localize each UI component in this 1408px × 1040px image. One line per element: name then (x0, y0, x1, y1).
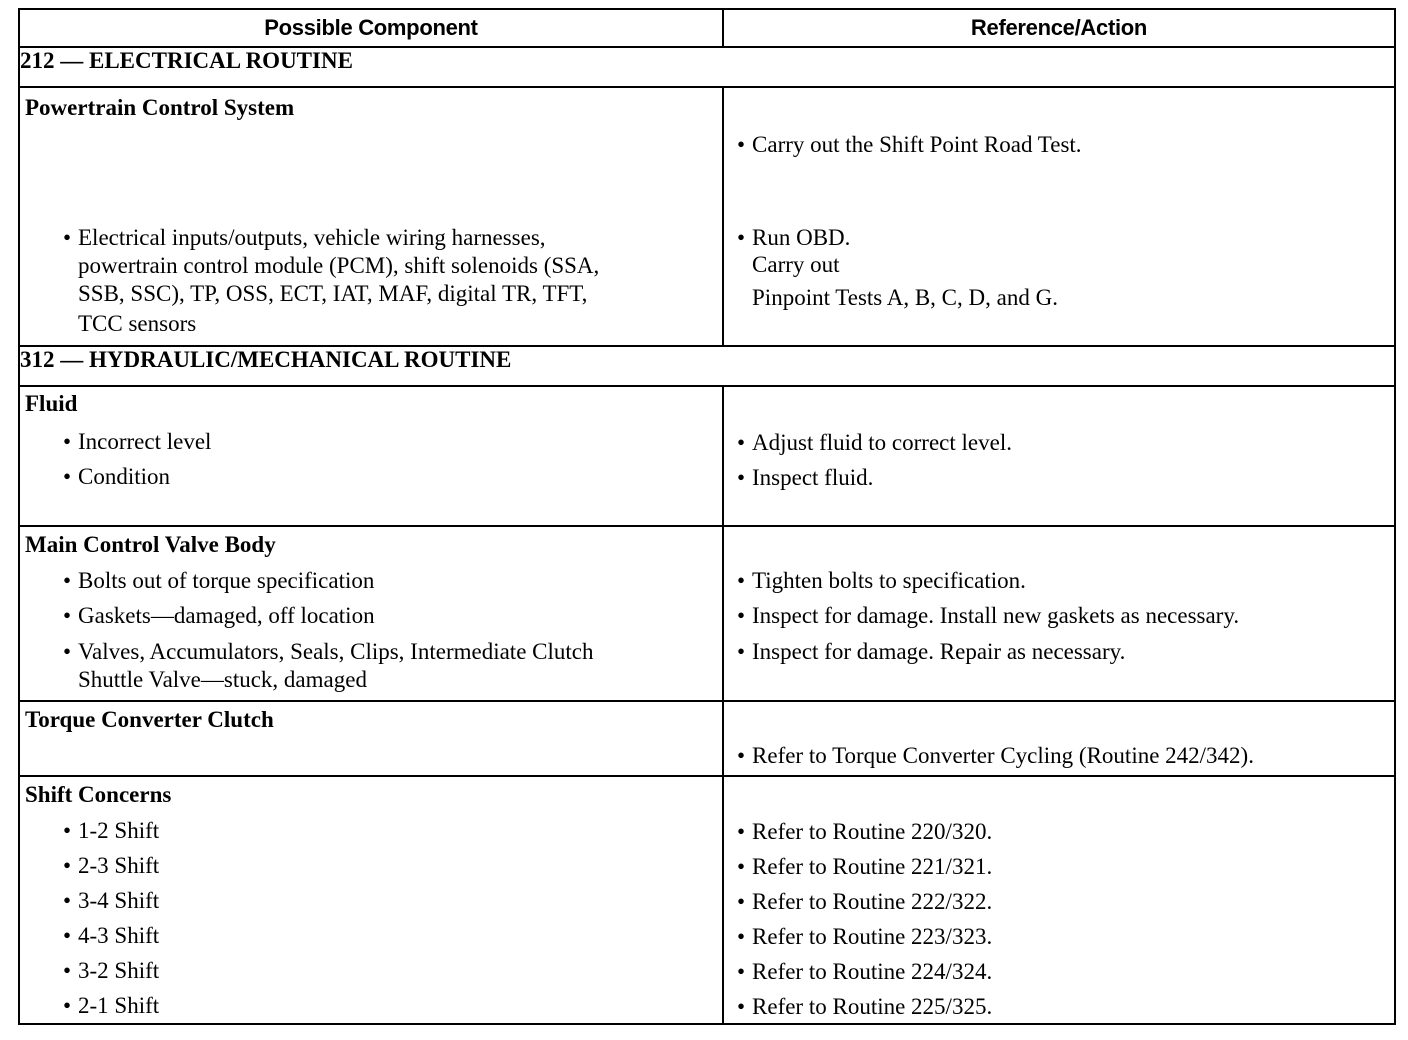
diagnostic-table (18, 8, 1396, 1025)
shift-component-cell (19, 776, 723, 1024)
powertrain-title: Powertrain Control System (25, 95, 295, 120)
fluid-action-inspect: • Inspect fluid. (752, 464, 873, 492)
valve-body-action-tighten: • Tighten bolts to specification. (752, 567, 1026, 595)
fluid-component-cell (19, 386, 723, 526)
powertrain-action-2-line-3: Pinpoint Tests A, B, C, D, and G. (752, 285, 1058, 310)
shift-item-3-4: • 3-4 Shift (78, 887, 159, 915)
shift-action-222: • Refer to Routine 222/322. (752, 888, 992, 916)
fluid-item-incorrect-level: • Incorrect level (78, 428, 211, 456)
tcc-action: • Refer to Torque Converter Cycling (Routine 242/342). (752, 742, 1254, 770)
row-valve-body (19, 526, 1395, 701)
tcc-component-cell (19, 701, 723, 776)
fluid-item-condition: • Condition (78, 463, 170, 491)
section-row-312 (19, 346, 1395, 386)
powertrain-input-line-3: SSB, SSC), TP, OSS, ECT, IAT, MAF, digital TR, TFT, (78, 281, 588, 306)
powertrain-component-cell (19, 87, 723, 346)
powertrain-input-line-2: powertrain control module (PCM), shift solenoids (SSA, (78, 253, 600, 278)
powertrain-action-2-line-1: • Run OBD. (752, 224, 850, 252)
valve-body-item-gaskets: • Gaskets—damaged, off location (78, 602, 375, 630)
shift-item-2-3: • 2-3 Shift (78, 852, 159, 880)
shift-action-223: • Refer to Routine 223/323. (752, 923, 992, 951)
section-212-title: 212 — ELECTRICAL ROUTINE (19, 47, 1395, 87)
valve-body-action-gaskets: • Inspect for damage. Install new gaskets as necessary. (752, 602, 1239, 630)
valve-body-action-cell (723, 526, 1395, 701)
shift-item-1-2: • 1-2 Shift (78, 817, 159, 845)
shift-title: Shift Concerns (25, 782, 172, 807)
shift-action-220: • Refer to Routine 220/320. (752, 818, 992, 846)
fluid-action-adjust: • Adjust fluid to correct level. (752, 429, 1012, 457)
row-powertrain (19, 87, 1395, 346)
valve-body-action-repair: • Inspect for damage. Repair as necessary. (752, 638, 1125, 666)
valve-body-title: Main Control Valve Body (25, 532, 276, 557)
row-fluid (19, 386, 1395, 526)
header-row (19, 9, 1395, 47)
powertrain-input-line-4: TCC sensors (78, 311, 197, 336)
valve-body-item-bolts: • Bolts out of torque specification (78, 567, 374, 595)
shift-item-4-3: • 4-3 Shift (78, 922, 159, 950)
shift-action-224: • Refer to Routine 224/324. (752, 958, 992, 986)
valve-body-item-valves-line-2: Shuttle Valve—stuck, damaged (78, 667, 367, 692)
shift-item-2-1: • 2-1 Shift (78, 992, 159, 1020)
powertrain-action-1: • Carry out the Shift Point Road Test. (752, 131, 1082, 159)
fluid-title: Fluid (25, 391, 78, 416)
fluid-action-cell (723, 386, 1395, 526)
header-possible-component: Possible Component (19, 9, 723, 47)
valve-body-item-valves-line-1: • Valves, Accumulators, Seals, Clips, Intermediate Clutch (78, 638, 593, 666)
row-tcc (19, 701, 1395, 776)
valve-body-component-cell (19, 526, 723, 701)
tcc-title: Torque Converter Clutch (25, 707, 274, 732)
shift-action-225: • Refer to Routine 225/325. (752, 993, 992, 1021)
shift-action-221: • Refer to Routine 221/321. (752, 853, 992, 881)
section-312-title: 312 — HYDRAULIC/MECHANICAL ROUTINE (19, 346, 1395, 386)
powertrain-action-cell (723, 87, 1395, 346)
shift-item-3-2: • 3-2 Shift (78, 957, 159, 985)
tcc-action-cell (723, 701, 1395, 776)
powertrain-input-line-1: • Electrical inputs/outputs, vehicle wiring harnesses, (78, 224, 546, 252)
header-reference-action: Reference/Action (723, 9, 1395, 47)
powertrain-action-2-line-2: Carry out (752, 252, 840, 277)
row-shift-concerns (19, 776, 1395, 1024)
section-row-212 (19, 47, 1395, 87)
shift-action-cell (723, 776, 1395, 1024)
